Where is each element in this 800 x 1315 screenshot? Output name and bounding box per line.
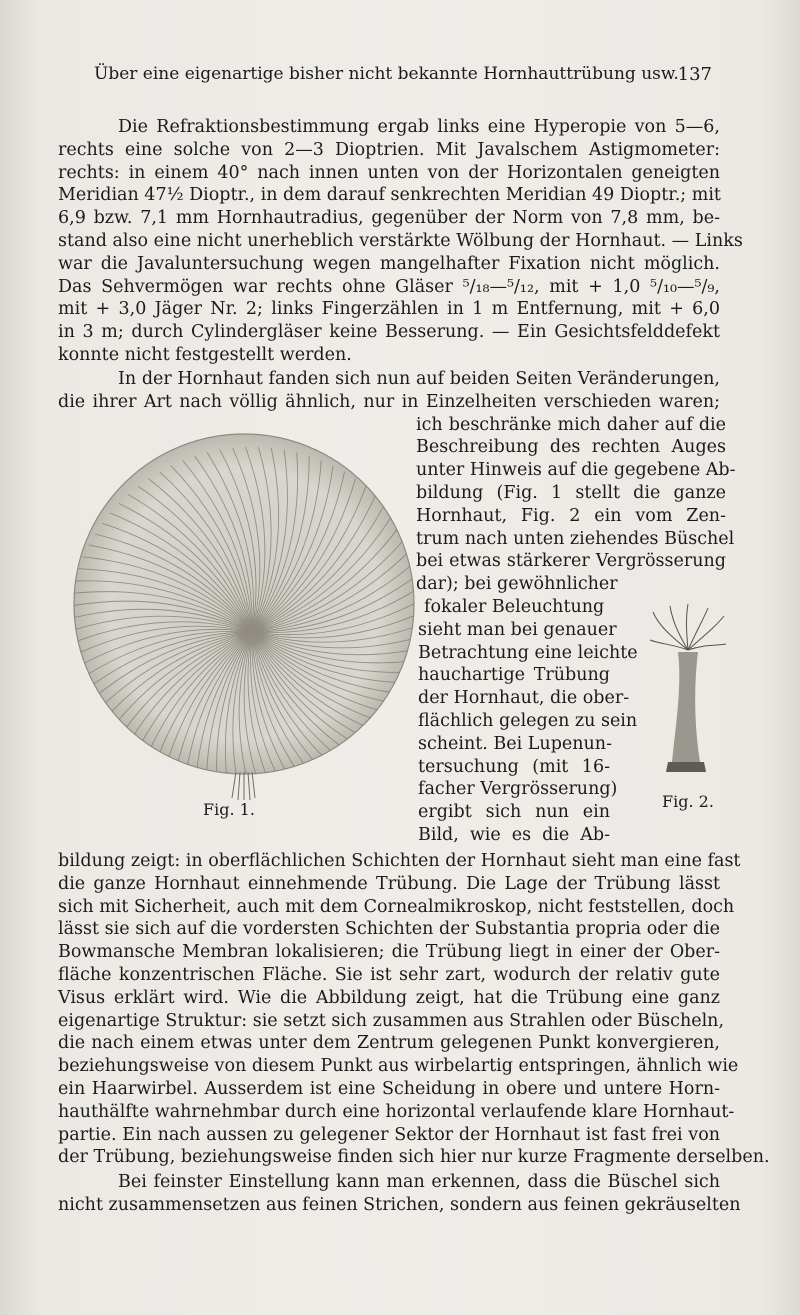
text-line: hauthälfte wahrnehmbar durch eine horizontal verlaufende klare Hornhaut- — [58, 1101, 735, 1122]
text-line: Betrachtung eine leichte — [418, 642, 638, 663]
text-line: lässt sie sich auf die vordersten Schichten der Substantia propria oder die — [58, 919, 720, 940]
paragraph-cornea-intro — [58, 368, 720, 414]
text-line: rechts: in einem 40° nach innen unten von der Horizontalen geneigten — [58, 162, 720, 183]
text-line: bildung (Fig. 1 stellt die ganze — [416, 482, 726, 503]
figure-2-tuft-drawing — [648, 604, 728, 784]
text-line: konnte nicht festgestellt werden. — [58, 344, 352, 365]
text-column-narrow — [418, 596, 638, 847]
figure-2-caption: Fig. 2. — [662, 792, 714, 811]
text-line: der Hornhaut, die ober- — [418, 688, 630, 709]
text-line: Das Sehvermögen war rechts ohne Gläser ⁵/₁₈—⁵/₁₂, mit + 1,0 ⁵/₁₀—⁵/₉, — [58, 276, 720, 297]
text-line: nicht zusammensetzen aus feinen Strichen, sondern aus feinen gekräuselten — [58, 1194, 741, 1215]
text-line: fokaler Beleuchtung — [424, 597, 605, 617]
text-line: ein Haarwirbel. Ausserdem ist eine Scheidung in obere und untere Horn- — [58, 1078, 720, 1099]
text-line: eigenartige Struktur: sie setzt sich zusammen aus Strahlen oder Büscheln, — [58, 1010, 725, 1031]
text-line: partie. Ein nach aussen zu gelegener Sektor der Hornhaut ist fast frei von — [58, 1124, 720, 1145]
text-line: bildung zeigt: in oberflächlichen Schichten der Hornhaut sieht man eine fast — [58, 851, 741, 871]
text-line: facher Vergrösserung) — [418, 779, 618, 800]
text-line: mit + 3,0 Jäger Nr. 2; links Fingerzählen in 1 m Entfernung, mit + 6,0 — [58, 299, 720, 320]
text-line: ergibt sich nun ein — [418, 802, 610, 823]
text-line: war die Javaluntersuchung wegen mangelhafter Fixation nicht möglich. — [58, 253, 720, 274]
header-title: Über eine eigenartige bisher nicht bekannte Hornhauttrübung usw. — [94, 64, 679, 84]
text-line: beziehungsweise von diesem Punkt aus wirbelartig entspringen, ähnlich wie — [58, 1056, 739, 1077]
text-line: fläche konzentrischen Fläche. Sie ist sehr zart, wodurch der relativ gute — [58, 964, 720, 985]
text-line: Bild, wie es die Ab- — [418, 824, 610, 845]
text-line: scheint. Bei Lupenun- — [418, 733, 612, 754]
text-line: der Trübung, beziehungsweise finden sich hier nur kurze Fragmente derselben. — [58, 1147, 770, 1168]
text-line: 6,9 bzw. 7,1 mm Hornhautradius, gegenüber der Norm von 7,8 mm, be- — [58, 208, 720, 229]
text-line: sieht man bei genauer — [418, 619, 617, 640]
text-line: dar); bei gewöhnlicher — [416, 574, 618, 595]
text-line: bei etwas stärkerer Vergrösserung — [416, 551, 726, 572]
text-line: Hornhaut, Fig. 2 ein vom Zen- — [416, 505, 726, 526]
page-number: 137 — [677, 64, 712, 85]
text-line: Die Refraktionsbestimmung ergab links eine Hyperopie von 5—6, — [118, 117, 720, 137]
text-line: unter Hinweis auf die gegebene Ab- — [416, 460, 736, 481]
paragraph-cornea-description — [58, 850, 770, 1217]
text-line: ich beschränke mich daher auf die — [416, 414, 726, 435]
text-line: In der Hornhaut fanden sich nun auf beiden Seiten Veränderungen, — [118, 369, 720, 389]
figure-1-cornea-drawing — [72, 432, 416, 776]
text-column-right — [416, 414, 736, 596]
figure-1-caption: Fig. 1. — [203, 800, 255, 819]
stalk-lines — [232, 772, 255, 800]
text-line: flächlich gelegen zu sein — [418, 710, 638, 731]
text-line: hauchartige Trübung — [418, 665, 610, 686]
text-line: die nach einem etwas unter dem Zentrum gelegenen Punkt konvergieren, — [58, 1033, 720, 1054]
text-line: die ihrer Art nach völlig ähnlich, nur in Einzelheiten verschieden waren; — [58, 391, 720, 412]
text-line: Bowmansche Membran lokalisieren; die Trübung liegt in einer der Ober- — [58, 942, 720, 963]
text-line: stand also eine nicht unerheblich verstärkte Wölbung der Hornhaut. — Links — [58, 230, 743, 251]
text-line: Meridian 47½ Dioptr., in dem darauf senkrechten Meridian 49 Dioptr.; mit — [58, 185, 721, 206]
text-line: Bei feinster Einstellung kann man erkennen, dass die Büschel sich — [118, 1172, 720, 1193]
text-line: die ganze Hornhaut einnehmende Trübung. Die Lage der Trübung lässt — [58, 873, 720, 894]
paragraph-refraction — [58, 116, 743, 367]
text-line: in 3 m; durch Cylindergläser keine Besserung. — Ein Gesichtsfelddefekt — [58, 322, 720, 343]
text-line: sich mit Sicherheit, auch mit dem Cornealmikroskop, nicht feststellen, doch — [58, 896, 735, 917]
text-line: rechts eine solche von 2—3 Dioptrien. Mit Javalschem Astigmometer: — [58, 139, 720, 160]
text-line: trum nach unten ziehendes Büschel — [416, 528, 735, 549]
text-line: Visus erklärt wird. Wie die Abbildung zeigt, hat die Trübung eine ganz — [58, 987, 720, 1008]
text-line: Beschreibung des rechten Auges — [416, 437, 726, 458]
text-line: tersuchung (mit 16- — [418, 756, 610, 777]
running-header — [94, 64, 712, 90]
